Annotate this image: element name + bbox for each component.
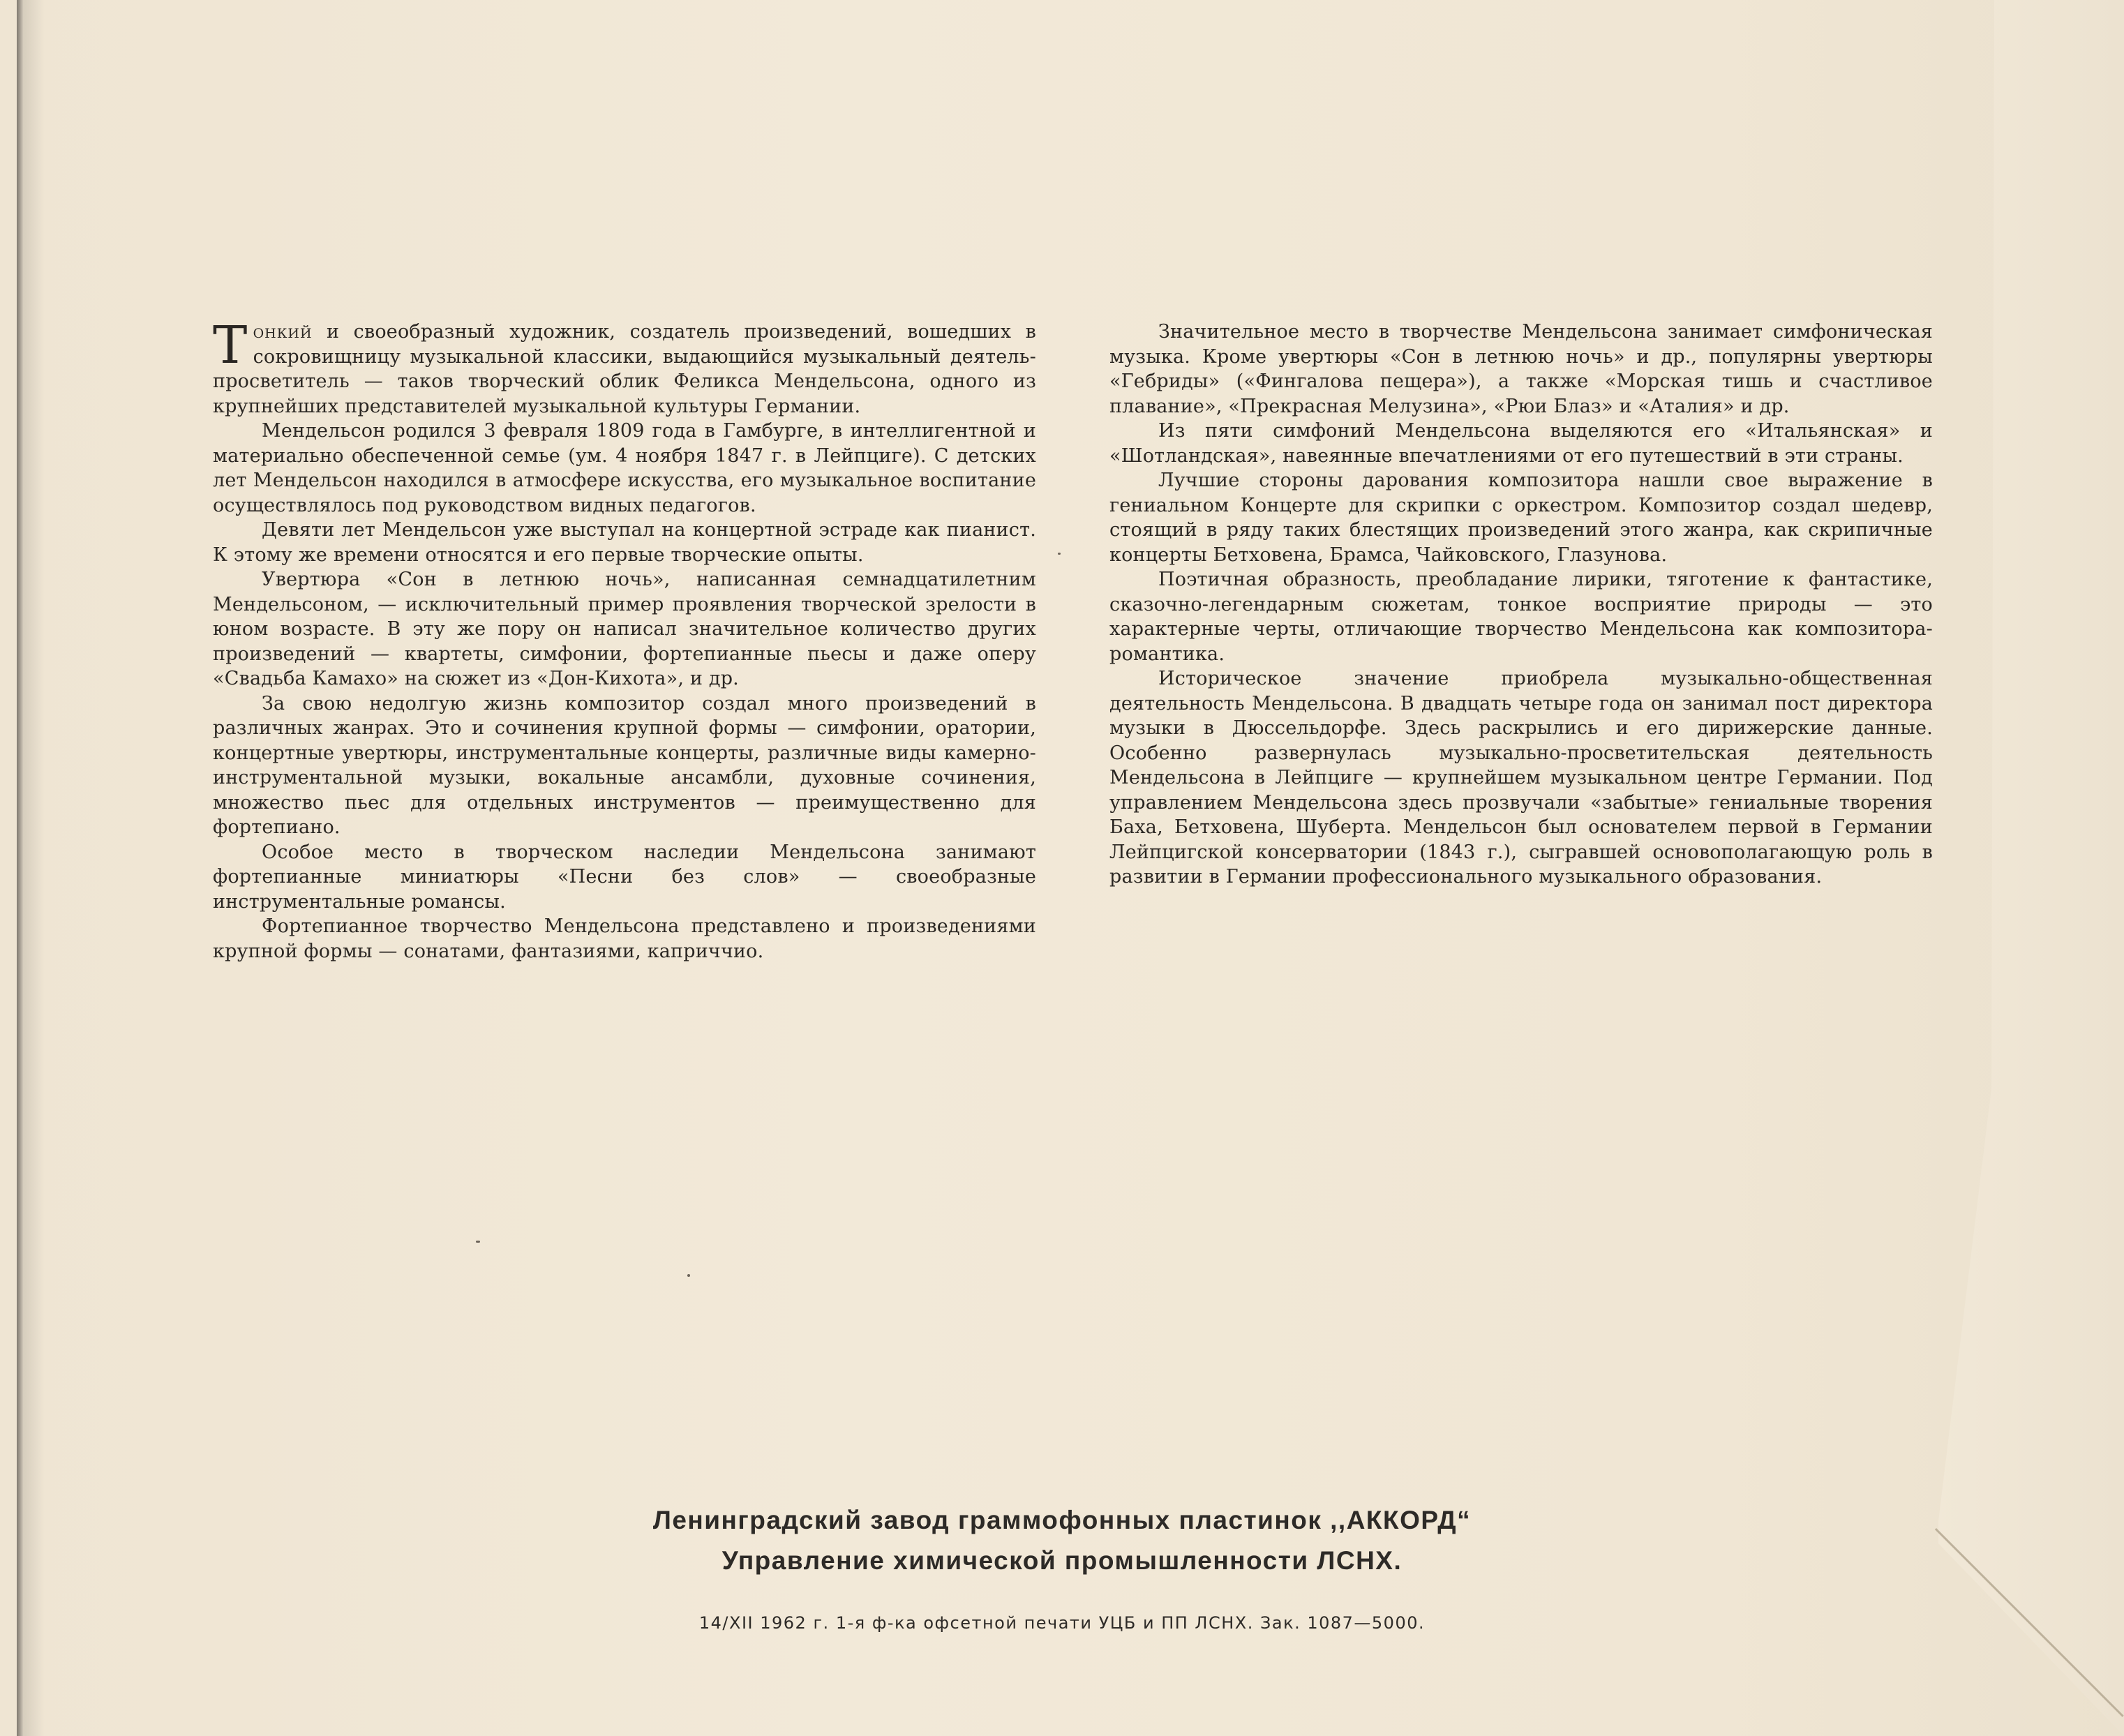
publisher-footer xyxy=(0,1500,2124,1633)
article-paragraph: Девяти лет Мендельсон уже выступал на концертной эстраде как пианист. К этому же времени относятся и его первые творческие опыты. xyxy=(213,519,1036,566)
sleeve-left-edge xyxy=(17,0,24,1736)
article-paragraph: Мендельсон родился 3 февраля 1809 года в Гамбурге, в интеллигентной и материально обеспеченной семье (ум. 4 ноября 1847 г. в Лейпциге). С детских лет Мендельсон находился в атмосфере искусства, его музыкальное воспитание осуществлялось под руководством видных педагогов. xyxy=(213,420,1036,516)
article-right-column xyxy=(1109,320,1933,890)
article-paragraph: Значительное место в творчестве Мендельсона занимает симфоническая музыка. Кроме увертюры «Сон в летнюю ночь» и др., популярны увертюры «Гебриды» («Фингалова пещера»), а также «Морская тишь и счастливое плавание», «Прекрасная Мелузина», «Рюи Блаз» и «Аталия» и др. xyxy=(1109,321,1933,417)
print-speck xyxy=(687,1274,690,1277)
print-imprint: 14/XII 1962 г. 1-я ф-ка офсетной печати УЦБ и ПП ЛСНХ. Зак. 1087—5000. xyxy=(698,1613,1426,1633)
article-paragraph: Фортепианное творчество Мендельсона представлено и произведениями крупной формы — сонатами, фантазиями, каприччио. xyxy=(213,915,1036,962)
print-speck xyxy=(1058,553,1061,555)
article-paragraph xyxy=(213,315,1036,419)
lead-word: онкий xyxy=(253,321,313,343)
article-paragraph: Увертюра «Сон в летнюю ночь», написанная семнадцатилетним Мендельсоном, — исключительный пример проявления творческой зрелости в юном возрасте. В эту же пору он написал значительное количество других произведений — квартеты, симфонии, фортепианные пьесы и даже оперу «Свадьба Камахо» на сюжет из «Дон-Кихота», и др. xyxy=(213,569,1036,689)
sleeve-right-flap xyxy=(1933,0,2124,1736)
publisher-name: Ленинградский завод граммофонных пластинок ,,АККОРД“ xyxy=(652,1506,1472,1534)
article-paragraph: Из пяти симфоний Мендельсона выделяются его «Итальянская» и «Шотландская», навеянные впечатлениями от его путешествий в эти страны. xyxy=(1109,420,1933,467)
paragraph-text: и своеобразный художник, создатель произведений, вошедших в сокровищницу музыкальной классики, выдающийся музыкальный деятель-просветитель — таков творческий облик Феликса Мендельсона, одного из крупнейших представителей музыкальной культуры Германии. xyxy=(213,321,1036,417)
publisher-authority: Управление химической промышленности ЛСНХ. xyxy=(721,1546,1403,1575)
article-left-column xyxy=(213,315,1036,964)
print-speck xyxy=(476,1241,480,1243)
article-paragraph: Лучшие стороны дарования композитора нашли свое выражение в гениальном Концерте для скрипки с оркестром. Композитор создал шедевр, стоящий в ряду таких блестящих произведений этого жанра, как скрипичные концерты Бетховена, Брамса, Чайковского, Глазунова. xyxy=(1109,470,1933,566)
article-paragraph: Особое место в творческом наследии Мендельсона занимают фортепианные миниатюры «Песни без слов» — своеобразные инструментальные романсы. xyxy=(213,841,1036,913)
article-paragraph: Поэтичная образность, преобладание лирики, тяготение к фантастике, сказочно-легендарным сюжетам, тонкое восприятие природы — это характерные черты, отличающие творчество Мендельсона как композитора-романтика. xyxy=(1109,569,1933,665)
article-paragraph: За свою недолгую жизнь композитор создал много произведений в различных жанрах. Это и сочинения крупной формы — симфонии, оратории, концертные увертюры, инструментальные концерты, различные виды камерно-инструментальной музыки, вокальные ансамбли, духовные сочинения, множество пьес для отдельных инструментов — преимущественно для фортепиано. xyxy=(213,692,1036,838)
sleeve-left-shadow xyxy=(24,0,45,1736)
article-paragraph: Историческое значение приобрела музыкально-общественная деятельность Мендельсона. В двадцать четыре года он занимал пост директора музыки в Дюссельдорфе. Здесь раскрылись и его дирижерские данные. Особенно развернулась музыкально-просветительская деятельность Мендельсона в Лейпциге — крупнейшем музыкальном центре Германии. Под управлением Мендельсона здесь прозвучали «забытые» гениальные творения Баха, Бетховена, Шуберта. Мендельсон был основателем первой в Германии Лейпцигской консерватории (1843 г.), сыгравшей основополагающую роль в развитии в Германии профессионального музыкального образования. xyxy=(1109,668,1933,888)
drop-cap: Т xyxy=(213,315,248,375)
